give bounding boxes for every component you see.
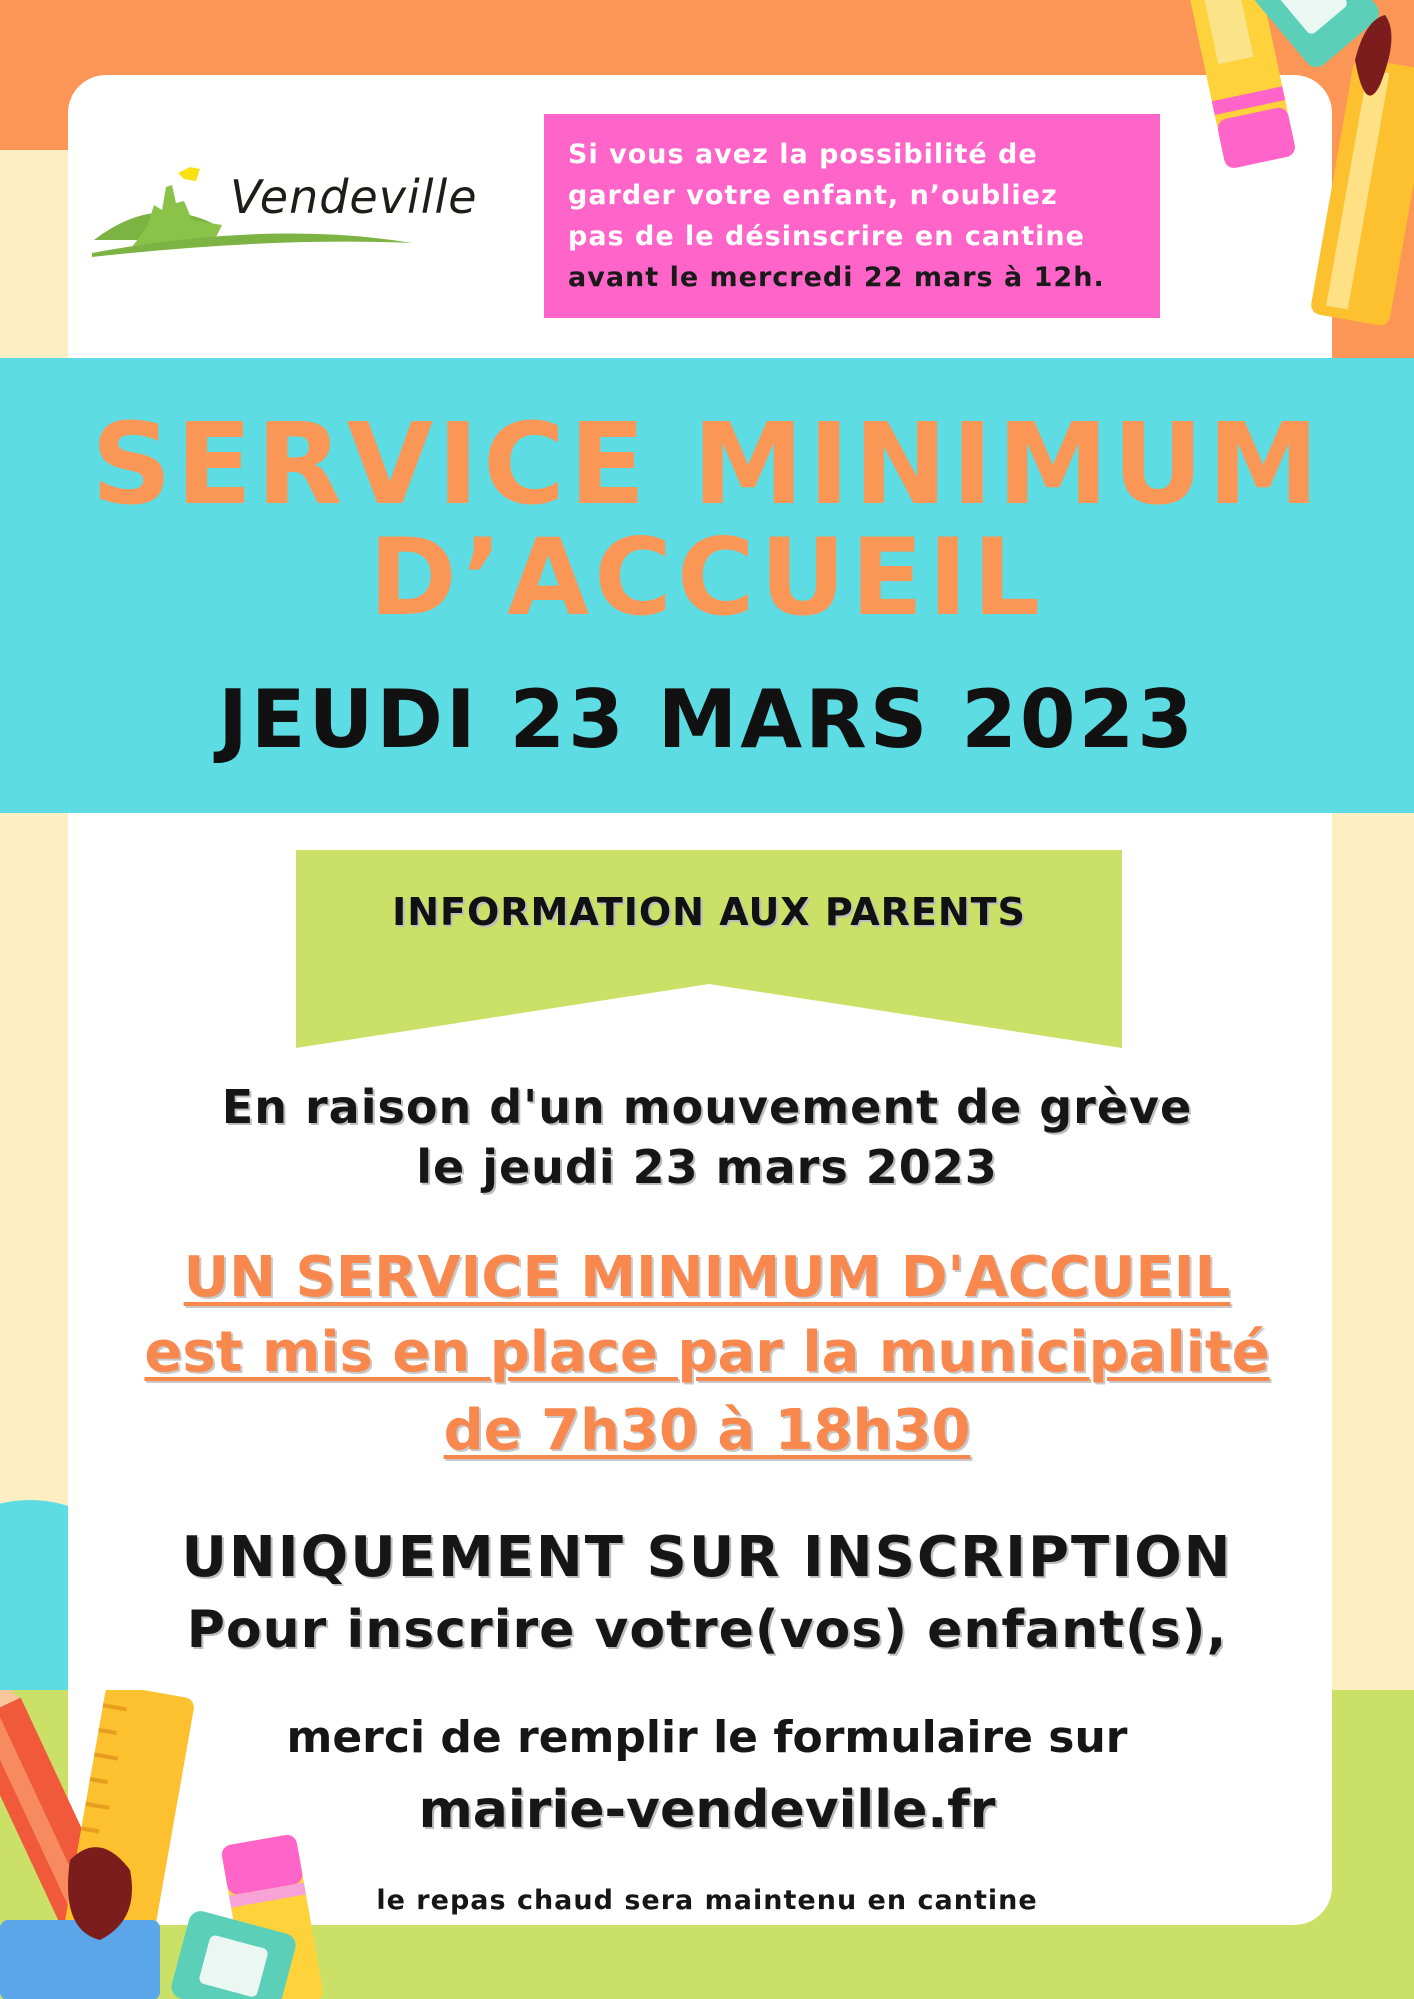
info-banner-label: INFORMATION AUX PARENTS [392,890,1026,934]
page-title-line1: SERVICE MINIMUM [91,400,1323,530]
info-banner [296,850,1122,1048]
notice-line: garder votre enfant, n’oubliez [568,180,1058,211]
stationery-top-right-icon [1180,0,1414,360]
notice-line: Si vous avez la possibilité de [568,139,1038,170]
unsubscribe-notice [544,114,1160,318]
service-heading-line2: est mis en place par la municipalité [144,1320,1270,1385]
notice-deadline: avant le mercredi 22 mars à 12h. [568,262,1105,293]
page-title-line2: D’ACCUEIL [368,516,1046,639]
notice-line: pas de le désinscrire en cantine [568,221,1085,252]
service-heading-line1: UN SERVICE MINIMUM D'ACCUEIL [183,1245,1231,1310]
form-instruction: merci de remplir le formulaire sur [286,1712,1128,1763]
registration-instruction: Pour inscrire votre(vos) enfant(s), [186,1600,1228,1660]
strike-reason-line1: En raison d'un mouvement de grève [221,1080,1193,1134]
logo-text: Vendeville [230,170,478,224]
strike-reason-line2: le jeudi 23 mars 2023 [416,1140,998,1194]
meal-footer-note: le repas chaud sera maintenu en cantine [376,1885,1038,1916]
event-date: JEUDI 23 MARS 2023 [218,673,1196,766]
registration-required: UNIQUEMENT SUR INSCRIPTION [181,1525,1233,1590]
website-link[interactable]: mairie-vendeville.fr [418,1780,996,1840]
service-hours: de 7h30 à 18h30 [443,1398,971,1463]
